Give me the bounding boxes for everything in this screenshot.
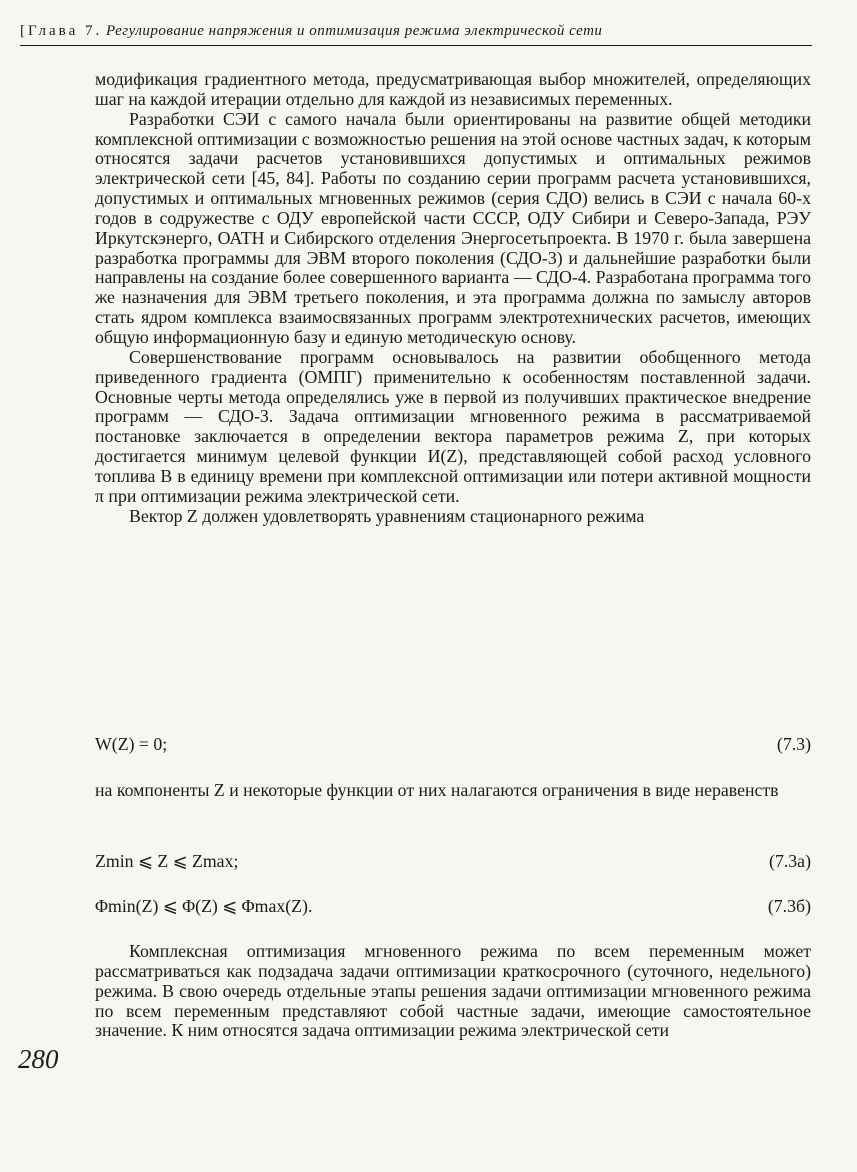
paragraph-ompg-method: Совершенствование программ основывалось на развитии обобщенного метода приведенного градиента (ОМПГ) применительно к особенностям поставленной задачи. Основные черты метода определялись уже в первой из получивших практическое внедрение программ — СДО-3. Задача оптимизации мгновенного режима в рассматриваемой постановке заключается в определении вектора параметров режима Z, при которых достигается минимум целевой функции И(Z), представляющей собой расход условного топлива B в единицу времени при комплексной оптимизации или потери активной мощности π при оптимизации режима электрической сети. [95,346,811,506]
equation-formula: Zmin ⩽ Z ⩽ Zmax; [95,851,239,871]
equation-7-3b [95,895,811,917]
equation-number: (7.3) [776,734,811,754]
equation-formula: Φmin(Z) ⩽ Φ(Z) ⩽ Φmax(Z). [95,896,313,916]
equation-formula: W(Z) = 0; [95,734,168,754]
equation-number: (7.3а) [769,851,811,871]
chapter-title: Регулирование напряжения и оптимизация режима электрической сети [105,23,603,39]
paragraph-continuation: модификация градиентного метода, предусматривающая выбор множителей, определяющих шаг на каждой итерации отдельно для каждой из независимых переменных. [95,69,811,109]
main-text [95,70,811,526]
chapter-label: [Глава 7. [20,23,103,39]
paragraph-vector-z: Вектор Z должен удовлетворять уравнениям стационарного режима [129,505,645,526]
equation-number: (7.3б) [767,896,811,916]
equation-7-3a [95,850,811,872]
paragraph-constraints: на компоненты Z и некоторые функции от них налагаются ограничения в виде неравенств [95,780,779,800]
paragraph-text: Комплексная оптимизация мгновенного режима по всем переменным может рассматриваться как подзадача задачи оптимизации краткосрочного (суточного, недельного) режима. В свою очередь отдельные этапы решения задачи оптимизации мгновенного режима по всем переменным представляют собой частные задачи, имеющие самостоятельное значение. К ним относятся задача оптимизации режима электрической сети [95,941,811,1041]
equation-7-3 [95,733,811,755]
page-number: 280 [18,1044,59,1074]
paragraph-complex-optimization [95,942,811,1041]
running-head [20,22,808,40]
paragraph-sei-development: Разработки СЭИ с самого начала были ориентированы на развитие общей методики комплексной оптимизации с возможностью решения на этой основе частных задач, к которым относятся задачи расчетов установившихся допустимых и оптимальных режимов электрической сети [45, 84]. Работы по созданию серии программ расчета установившихся, допустимых и оптимальных мгновенных режимов (серия СДО) велись в СЭИ с начала 60-х годов в содружестве с ОДУ европейской части СССР, ОДУ Сибири и Северо-Запада, РЭУ Иркутскэнерго, ОАТН и Сибирского отделения Энергосетьпроекта. В 1970 г. была завершена разработка программы для ЭВМ второго поколения (СДО-3) и дальнейшие разработки были направлены на создание более совершенного варианта — СДО-4. Разработана программа того же назначения для ЭВМ третьего поколения, и эта программа должна по замыслу авторов стать ядром комплекса взаимосвязанных программ электротехнических расчетов, имеющих общую информационную базу и единую методическую основу. [95,108,811,347]
header-rule [20,45,812,46]
